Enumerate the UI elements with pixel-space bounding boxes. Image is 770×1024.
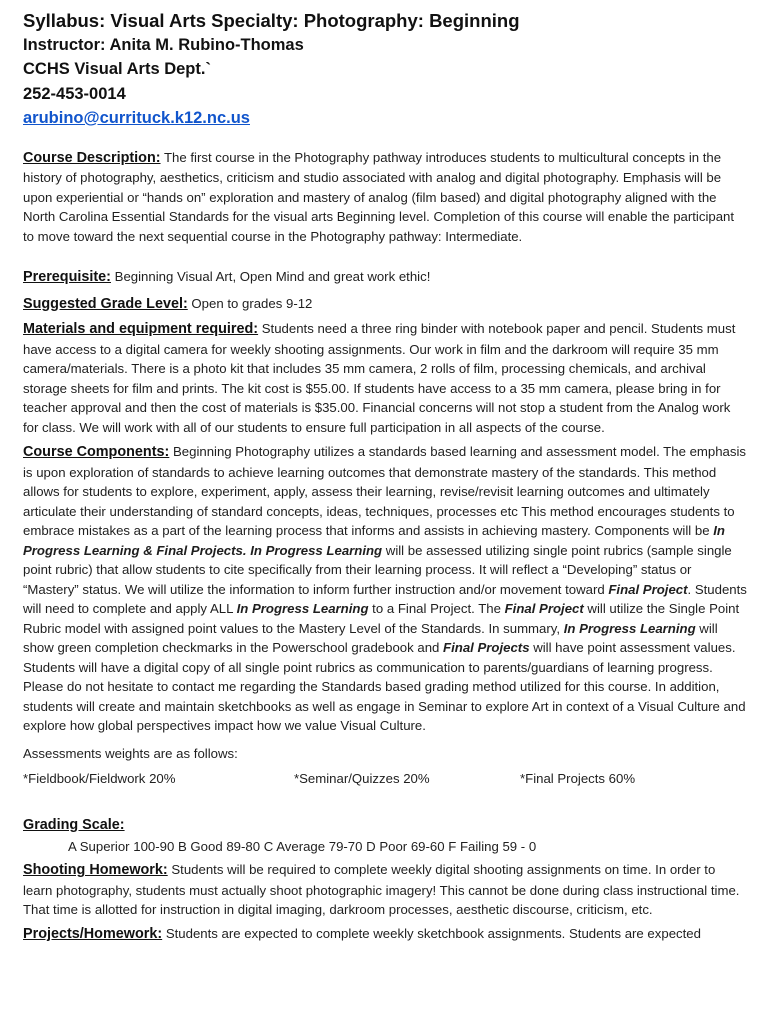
weight-item: *Seminar/Quizzes 20% bbox=[294, 771, 430, 787]
components-emphasis: Final Project bbox=[504, 601, 584, 617]
course-description-label: Course Description: bbox=[23, 149, 161, 166]
projects-homework bbox=[23, 924, 748, 945]
components-text: will show green completion checkmarks in the Powerschool gradebook and bbox=[23, 620, 718, 656]
shooting-homework bbox=[23, 860, 748, 920]
components-emphasis: Final Project bbox=[608, 581, 688, 597]
components-emphasis: In Progress Learning bbox=[236, 601, 369, 617]
assessments-intro: Assessments weights are as follows: bbox=[23, 745, 238, 761]
materials-label: Materials and equipment required: bbox=[23, 321, 259, 338]
projects-homework-label: Projects/Homework: bbox=[23, 925, 163, 942]
grading-scale-heading bbox=[23, 815, 748, 836]
instructor-line: Instructor: Anita M. Rubino-Thomas bbox=[23, 36, 304, 54]
components-emphasis: In Progress Learning bbox=[250, 542, 383, 558]
grade-level-text: Open to grades 9-12 bbox=[187, 295, 313, 311]
components-text: . Students will need to complete and apply ALL bbox=[23, 581, 747, 617]
grading-scale: A Superior 100-90 B Good 89-80 C Average 79-70 D Poor 69-60 F Failing 59 - 0 bbox=[68, 839, 537, 855]
course-components-label: Course Components: bbox=[23, 444, 170, 461]
weight-item: *Fieldbook/Fieldwork 20% bbox=[23, 771, 176, 787]
shooting-homework-label: Shooting Homework: bbox=[23, 862, 168, 879]
weight-item: *Final Projects 60% bbox=[520, 771, 636, 787]
components-text: will utilize the Single Point Rubric model with assigned point values to the Mastery Level of the Standards. In summary, bbox=[23, 601, 740, 636]
materials-text: Students need a three ring binder with notebook paper and pencil. Students must have access to a digital camera for weekly shooting assignments. Our work in film and the darkroom will require 35 mm camera/materials. There is a photo kit that includes 35 mm camera, 2 rolls of film, processing chemicals, and archival storage sheets for film and prints. The kit cost is $55.00. If students have access to a 35 mm camera, please bring in for teacher approval and then the cost of materials is $35.00. Financial concerns will not stop a student from the Analog work for class. We will work with all of our students to ensure full participation in all aspects of the course. bbox=[23, 321, 736, 435]
projects-homework-text: Students are expected to complete weekly sketchbook assignments. Students are expected bbox=[162, 925, 701, 941]
phone-line: 252-453-0014 bbox=[23, 84, 126, 103]
materials bbox=[23, 319, 748, 437]
components-text: will be assessed utilizing single point rubrics (sample single point rubric) that allow students to cite specifically from their learning process. It will reflect a “Developing” status or “Mastery” status. We will utilize the information to inform further instruction and/or movement toward bbox=[23, 542, 732, 597]
course-components bbox=[23, 442, 748, 736]
page-title: Syllabus: Visual Arts Specialty: Photography: Beginning bbox=[23, 10, 520, 31]
prerequisite bbox=[23, 267, 748, 288]
components-emphasis: Final Projects bbox=[443, 640, 530, 656]
prerequisite-text: Beginning Visual Art, Open Mind and great work ethic! bbox=[110, 269, 431, 285]
components-emphasis: In Progress Learning & Final Projects. bbox=[23, 523, 725, 558]
prerequisite-label: Prerequisite: bbox=[23, 269, 111, 286]
course-description bbox=[23, 148, 748, 247]
components-text: will have point assessment values. Students will have a digital copy of all single point rubrics as communication to parents/guardians of learning progress. Please do not hesitate to contact me regarding the Standards based grading method utilized for this course. In addition, students will create and maintain sketchbooks as well as engage in Seminar to explore Art in context of a Visual Culture and explore how global perspectives impact how we value Visual Culture. bbox=[23, 640, 746, 734]
grade-level-label: Suggested Grade Level: bbox=[23, 295, 188, 312]
grading-scale-label: Grading Scale: bbox=[23, 816, 125, 833]
department-line: CCHS Visual Arts Dept.` bbox=[23, 60, 211, 79]
shooting-homework-text: Students will be required to complete weekly digital shooting assignments on time. In order to learn photography, students must actually shoot photographic imagery! This cannot be done during class instructional time. That time is allotted for instruction in digital imaging, darkroom processes, aesthetic discourse, criticism, etc. bbox=[23, 862, 740, 918]
components-text: to a Final Project. The bbox=[368, 601, 505, 617]
components-text: Beginning Photography utilizes a standards based learning and assessment model. The emphasis is upon exploration of standards to achieve learning outcomes that demonstrate mastery of the standards. This method allows for students to explore, experiment, apply, assess their learning, revise/revisit learning outcomes and ultimately articulate their understanding of standard concepts, ideas, techniques, processes etc This method encourages students to embrace mistakes as a part of the learning process that informs and assists in achieving mastery. Components will be bbox=[23, 444, 747, 539]
email-link[interactable]: arubino@currituck.k12.nc.us bbox=[23, 108, 250, 127]
course-description-text: The first course in the Photography pathway introduces students to multicultural concepts in the history of photography, aesthetics, criticism and studio associated with analog and digital photography. Emphasis will be upon experiential or “hands on” exploration and mastery of analog (film based) and digital photography aligned with the North Carolina Essential Standards for the visual arts Beginning level. Completion of this course will enable the participant to move toward the next sequential course in the Photography pathway: Intermediate. bbox=[23, 149, 735, 244]
components-emphasis: In Progress Learning bbox=[563, 620, 696, 636]
grade-level bbox=[23, 294, 748, 315]
assessment-weights bbox=[23, 769, 748, 789]
